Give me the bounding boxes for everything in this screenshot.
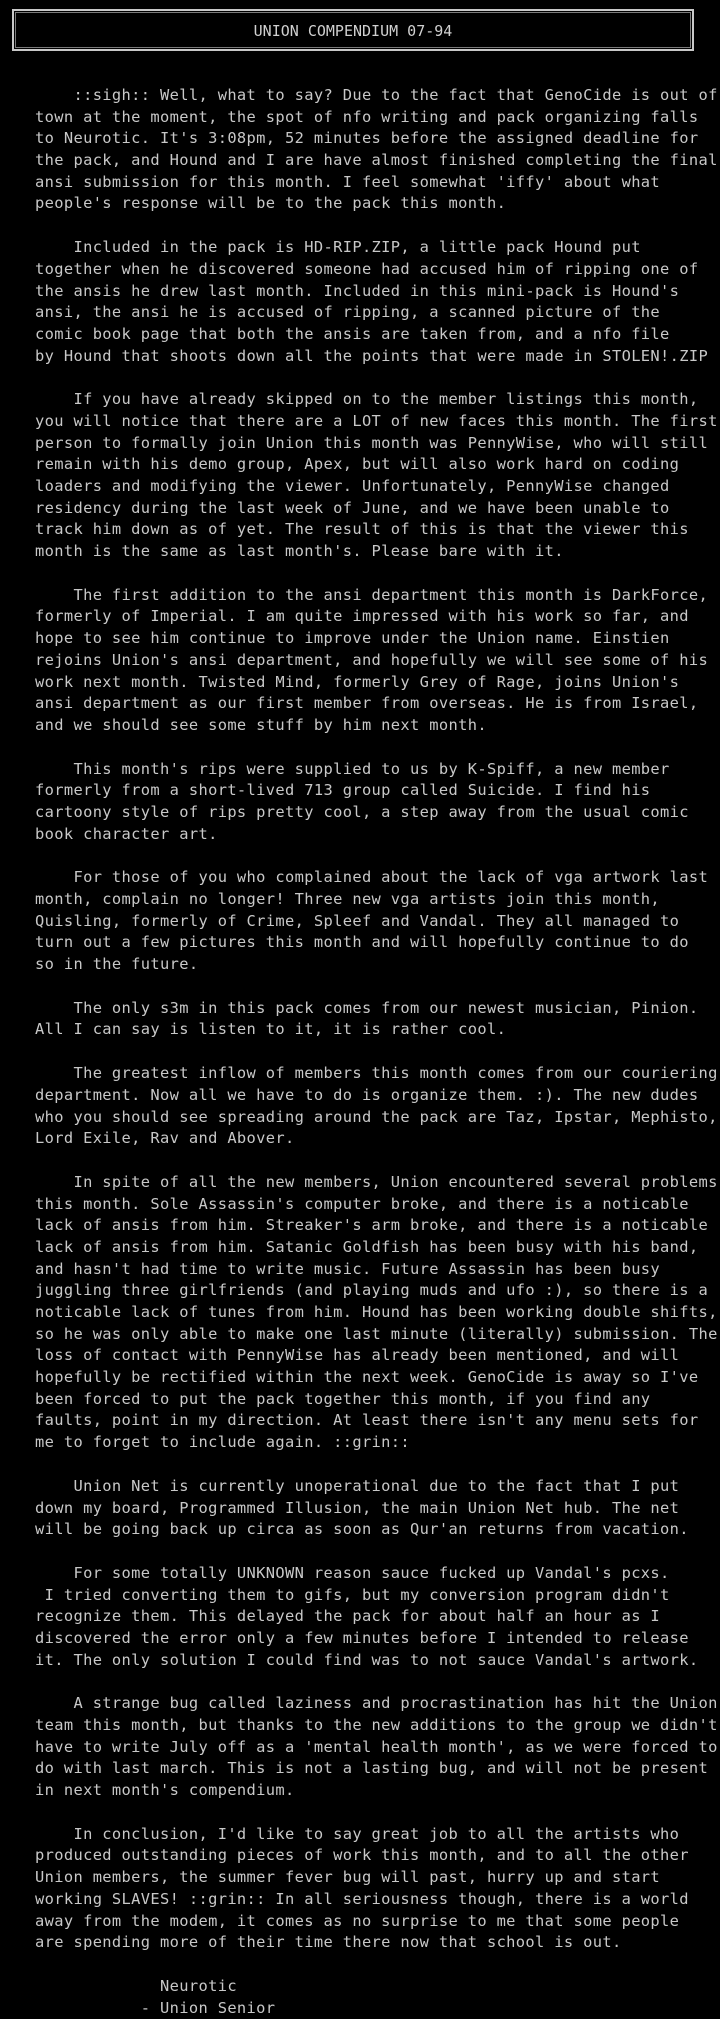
text-line: down my board, Programmed Illusion, the main Union Net hub. The net	[35, 1498, 680, 1517]
paragraph	[35, 237, 715, 367]
text-line: by Hound that shoots down all the points that were made in STOLEN!.ZIP	[35, 346, 709, 365]
signature-title: - Union Senior	[35, 1998, 276, 2017]
text-line: cartoony style of rips pretty cool, a step away from the usual comic	[35, 802, 689, 821]
text-line: you will notice that there are a LOT of new faces this month. The first	[35, 411, 718, 430]
text-line: work next month. Twisted Mind, formerly Grey of Rage, joins Union's	[35, 672, 680, 691]
text-line: ansi department as our first member from overseas. He is from Israel,	[35, 694, 699, 713]
text-line: loaders and modifying the viewer. Unfortunately, PennyWise changed	[35, 477, 670, 495]
text-line: who you should see spreading around the pack are Taz, Ipstar, Mephisto,	[35, 1107, 718, 1126]
text-line: Quisling, formerly of Crime, Spleef and Vandal. They all managed to	[35, 911, 680, 930]
text-line: will be going back up circa as soon as Qur'an returns from vacation.	[35, 1520, 689, 1539]
paragraph	[35, 389, 718, 563]
paragraph	[35, 85, 718, 215]
paragraph	[35, 1172, 718, 1454]
text-line: hopefully be rectified within the next week. GenoCide is away so I've	[35, 1368, 699, 1387]
text-line: The only s3m in this pack comes from our newest musician, Pinion.	[35, 998, 699, 1017]
paragraph	[35, 585, 715, 737]
signature-name: Neurotic	[35, 1976, 237, 1995]
text-line: town at the moment, the spot of nfo writing and pack organizing falls	[35, 107, 699, 126]
text-line: so he was only able to make one last minute (literally) submission. The	[35, 1324, 718, 1343]
text-line: working SLAVES! ::grin:: In all seriousness though, there is a world	[35, 1889, 689, 1908]
text-line: recognize them. This delayed the pack for about half an hour as I	[35, 1607, 661, 1626]
text-line: ::sigh:: Well, what to say? Due to the fact that GenoCide is out of	[35, 86, 718, 104]
paragraph	[35, 1063, 718, 1150]
text-line: this month. Sole Assassin's computer broke, and there is a noticable	[35, 1194, 689, 1213]
text-line: formerly of Imperial. I am quite impressed with his work so far, and	[35, 607, 689, 626]
paragraph	[35, 867, 715, 975]
paragraph	[35, 1693, 718, 1801]
signature	[35, 1976, 715, 2019]
text-line: All I can say is listen to it, it is rather cool.	[35, 1020, 507, 1039]
text-line: hope to see him continue to improve under the Union name. Einstien	[35, 629, 670, 648]
page-title: UNION COMPENDIUM 07-94	[253, 22, 453, 40]
text-line: produced outstanding pieces of work this month, and to all the other	[35, 1846, 689, 1865]
text-line: Lord Exile, Rav and Abover.	[35, 1129, 295, 1148]
text-line: in next month's compendium.	[35, 1781, 295, 1800]
paragraph	[35, 1824, 715, 1954]
text-line: the pack, and Hound and I are have almost finished completing the final	[35, 151, 718, 170]
paragraphs	[35, 85, 718, 1954]
text-line: book character art.	[35, 824, 218, 843]
text-line: and we should see some stuff by him next month.	[35, 715, 487, 734]
text-line: it. The only solution I could find was to not sauce Vandal's artwork.	[35, 1650, 699, 1669]
text-line: the ansis he drew last month. Included in this mini-pack is Hound's	[35, 281, 680, 300]
text-line: month is the same as last month's. Please bare with it.	[35, 542, 564, 561]
text-line: rejoins Union's ansi department, and hopefully we will see some of his	[35, 650, 709, 669]
text-line: team this month, but thanks to the new additions to the group we didn't	[35, 1716, 718, 1734]
text-line: month, complain no longer! Three new vga artists join this month,	[35, 890, 661, 908]
text-line: turn out a few pictures this month and will hopefully continue to do	[35, 933, 689, 952]
paragraph	[35, 1563, 715, 1671]
text-line: A strange bug called laziness and procrastination has hit the Union	[35, 1694, 718, 1713]
text-line: people's response will be to the pack this month.	[35, 194, 507, 213]
text-line: Union Net is currently unoperational due to the fact that I put	[35, 1476, 680, 1495]
text-line: For those of you who complained about the lack of vga artwork last	[35, 868, 709, 887]
paragraph	[35, 1476, 715, 1541]
newsletter-body	[35, 85, 718, 2019]
paragraph	[35, 998, 715, 1041]
text-line: The first addition to the ansi department this month is DarkForce,	[35, 585, 709, 604]
text-line: faults, point in my direction. At least there isn't any menu sets for	[35, 1411, 699, 1430]
title-box	[12, 9, 694, 51]
text-line: discovered the error only a few minutes before I intended to release	[35, 1628, 689, 1647]
text-line: so in the future.	[35, 955, 199, 974]
text-line: are spending more of their time there now that school is out.	[35, 1933, 622, 1952]
text-line: away from the modem, it comes as no surprise to me that some people	[35, 1911, 680, 1930]
text-line: lack of ansis from him. Streaker's arm broke, and there is a noticable	[35, 1216, 709, 1235]
text-line: have to write July off as a 'mental health month', as we were forced to	[35, 1737, 718, 1756]
text-line: me to forget to include again. ::grin::	[35, 1433, 411, 1452]
text-line: department. Now all we have to do is organize them. :). The new dudes	[35, 1085, 699, 1104]
paragraph	[35, 759, 715, 846]
text-line: Included in the pack is HD-RIP.ZIP, a little pack Hound put	[35, 238, 641, 257]
text-line: ansi, the ansi he is accused of ripping, a scanned picture of the	[35, 303, 661, 322]
text-line: do with last march. This is not a lasting bug, and will not be present	[35, 1759, 709, 1778]
text-line: I tried converting them to gifs, but my conversion program didn't	[35, 1585, 670, 1604]
text-line: person to formally join Union this month was PennyWise, who will still	[35, 433, 709, 452]
text-line: remain with his demo group, Apex, but will also work hard on coding	[35, 455, 680, 474]
text-line: noticable lack of tunes from him. Hound has been working double shifts,	[35, 1303, 718, 1321]
text-line: comic book page that both the ansis are taken from, and a nfo file	[35, 324, 670, 343]
text-line: ansi submission for this month. I feel somewhat 'iffy' about what	[35, 172, 661, 191]
text-line: Union members, the summer fever bug will past, hurry up and start	[35, 1868, 661, 1887]
text-line: together when he discovered someone had accused him of ripping one of	[35, 259, 699, 278]
text-line: to Neurotic. It's 3:08pm, 52 minutes before the assigned deadline for	[35, 129, 699, 148]
text-line: loss of contact with PennyWise has already been mentioned, and will	[35, 1346, 680, 1365]
text-line: This month's rips were supplied to us by K-Spiff, a new member	[35, 759, 670, 778]
text-line: In conclusion, I'd like to say great job to all the artists who	[35, 1824, 680, 1843]
text-line: juggling three girlfriends (and playing muds and ufo :), so there is a	[35, 1281, 709, 1300]
text-line: The greatest inflow of members this month comes from our couriering	[35, 1064, 718, 1083]
text-line: In spite of all the new members, Union encountered several problems	[35, 1172, 718, 1191]
text-line: For some totally UNKNOWN reason sauce fucked up Vandal's pcxs.	[35, 1563, 670, 1582]
text-line: residency during the last week of June, and we have been unable to	[35, 498, 670, 517]
text-line: lack of ansis from him. Satanic Goldfish has been busy with his band,	[35, 1237, 699, 1256]
text-line: been forced to put the pack together this month, if you find any	[35, 1389, 651, 1408]
text-line: If you have already skipped on to the member listings this month,	[35, 390, 699, 409]
text-line: and hasn't had time to write music. Future Assassin has been busy	[35, 1259, 661, 1278]
text-line: track him down as of yet. The result of this is that the viewer this	[35, 520, 689, 539]
text-line: formerly from a short-lived 713 group called Suicide. I find his	[35, 781, 651, 800]
